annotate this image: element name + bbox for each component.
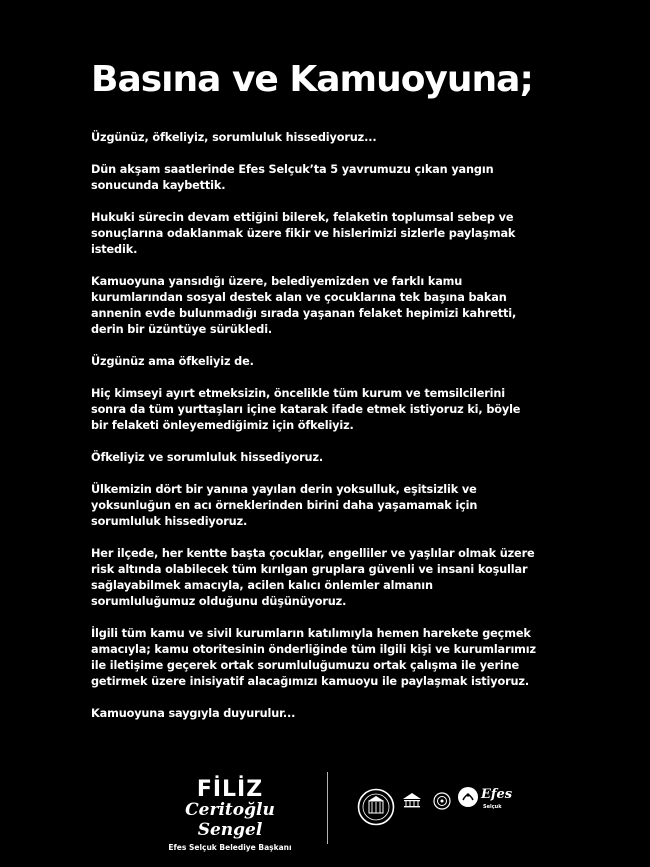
paragraph-line: ile iletişime geçerek ortak sorumluluğumuzu ortak çalışma ile yerine: [91, 659, 519, 672]
statement-paragraph: [91, 546, 561, 610]
cittaslow-icon: [433, 792, 451, 810]
paragraph-line: sorumluluk hissediyoruz.: [91, 515, 248, 528]
signature-role: Efes Selçuk Belediye Başkanı: [168, 843, 292, 852]
paragraph-line: Her ilçede, her kentte başta çocuklar, engelliler ve yaşlılar olmak üzere: [91, 547, 535, 560]
paragraph-line: kurumlarından sosyal destek alan ve çocuklarına tek başına bakan: [91, 291, 507, 304]
signature-last-name: Ceritoğlu Sengel: [185, 800, 275, 840]
paragraph-line: yoksunluğun en acı örneklerinden birini daha yaşamamak için: [91, 499, 478, 512]
efes-logo-text: Efes: [481, 787, 513, 802]
statement-paragraph: [91, 162, 561, 194]
statement-body: [91, 130, 561, 738]
paragraph-line: Kamuoyuna yansıdığı üzere, belediyemizden ve farklı kamu: [91, 275, 463, 288]
paragraph-line: sonuçlarına odaklanmak üzere fikir ve hislerimizi sizlerle paylaşmak: [91, 227, 516, 240]
paragraph-line: Üzgünüz ama öfkeliyiz de.: [91, 355, 254, 368]
paragraph-line: getirmek üzere inisiyatif alacağımızı kamuoyu ile paylaşmak istiyoruz.: [91, 675, 529, 688]
footer-logos: [355, 778, 515, 838]
paragraph-line: Hiç kimseyi ayırt etmeksizin, öncelikle tüm kurum ve temsilcilerini: [91, 387, 505, 400]
paragraph-line: İlgili tüm kamu ve sivil kurumların katılımıyla hemen harekete geçmek: [91, 627, 531, 640]
statement-paragraph: [91, 482, 561, 530]
footer-divider: [327, 772, 328, 844]
unesco-icon: [401, 792, 423, 808]
paragraph-line: amacıyla; kamu otoritesinin önderliğinde tüm ilgili kişi ve kurumlarımız: [91, 643, 536, 656]
statement-paragraph: [91, 706, 561, 722]
paragraph-line: Öfkeliyiz ve sorumluluk hissediyoruz.: [91, 451, 324, 464]
paragraph-line: sağlayabilmek amacıyla, acilen kalıcı önlemler almanın: [91, 579, 433, 592]
page-title: Basına ve Kamuoyuna;: [91, 59, 533, 100]
statement-paragraph: [91, 450, 561, 466]
paragraph-line: sonra da tüm yurttaşları içine katarak ifade etmek istiyoruz ki, böyle: [91, 403, 521, 416]
municipality-seal-icon: [357, 788, 395, 826]
statement-paragraph: [91, 354, 561, 370]
statement-paragraph: [91, 274, 561, 338]
statement-paragraph: [91, 386, 561, 434]
paragraph-line: Kamuoyuna saygıyla duyurulur...: [91, 707, 296, 720]
efes-logo-subtext: Selçuk: [483, 804, 502, 810]
paragraph-line: Ülkemizin dört bir yanına yayılan derin yoksulluk, eşitsizlik ve: [91, 483, 477, 496]
signature-first-name: FİLİZ: [196, 777, 264, 802]
paragraph-line: risk altında olabilecek tüm kırılgan gruplara güvenli ve insani koşullar: [91, 563, 528, 576]
signature: [150, 778, 310, 852]
paragraph-line: sonucunda kaybettik.: [91, 179, 226, 192]
efes-selcuk-logo-icon: [457, 786, 479, 812]
paragraph-line: derin bir üzüntüye sürükledi.: [91, 323, 273, 336]
paragraph-line: Dün akşam saatlerinde Efes Selçuk’ta 5 yavrumuzu çıkan yangın: [91, 163, 494, 176]
statement-paragraph: [91, 130, 561, 146]
statement-paragraph: [91, 210, 561, 258]
paragraph-line: annenin evde bulunmadığı sırada yaşanan felaket hepimizi kahretti,: [91, 307, 517, 320]
paragraph-line: sorumluluğumuz olduğunu düşünüyoruz.: [91, 595, 347, 608]
paragraph-line: Üzgünüz, öfkeliyiz, sorumluluk hissediyoruz...: [91, 131, 377, 144]
statement-paragraph: [91, 626, 561, 690]
paragraph-line: bir felaketi önleyemediğimiz için öfkeliyiz.: [91, 419, 354, 432]
paragraph-line: istedik.: [91, 243, 138, 256]
paragraph-line: Hukuki sürecin devam ettiğini bilerek, felaketin toplumsal sebep ve: [91, 211, 514, 224]
